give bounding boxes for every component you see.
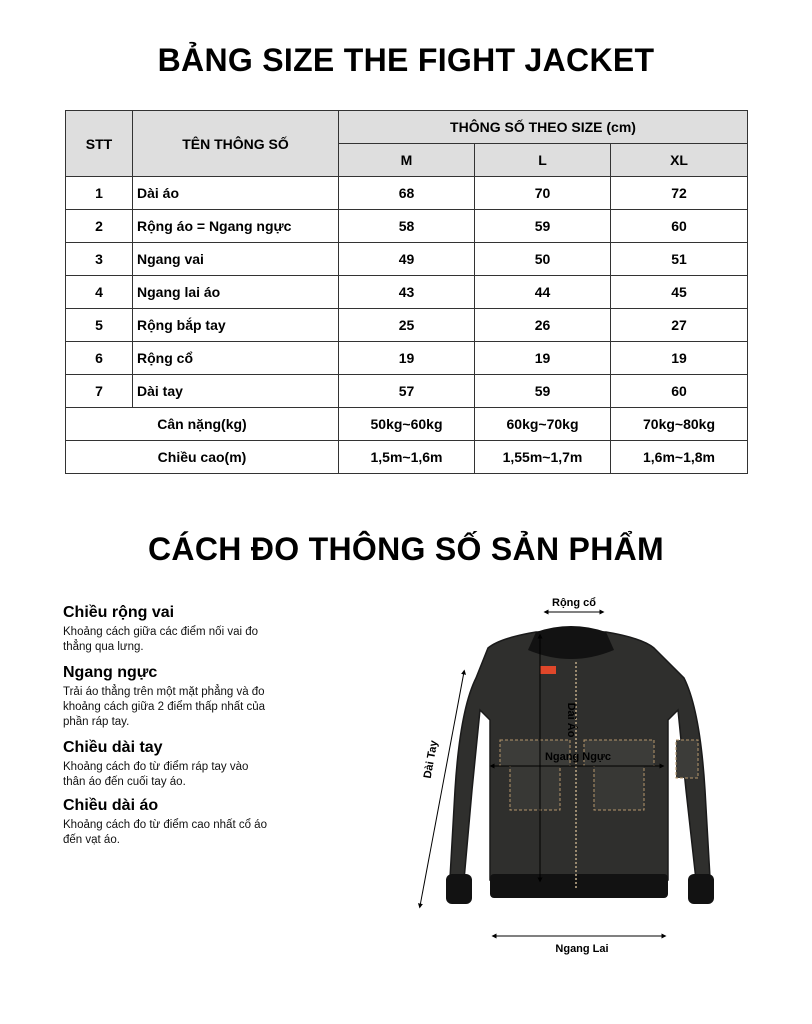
guide-shoulder <box>63 604 323 655</box>
row-name: Rộng áo = Ngang ngực <box>133 210 339 243</box>
row-value-m: 43 <box>339 276 475 309</box>
table-row <box>66 342 748 375</box>
weight-value-l: 60kg~70kg <box>475 408 611 441</box>
row-stt: 5 <box>66 309 133 342</box>
neck-measure-label: Rộng cổ <box>552 597 596 609</box>
height-value-m: 1,5m~1,6m <box>339 441 475 474</box>
weight-row <box>66 408 748 441</box>
row-value-xl: 60 <box>611 375 748 408</box>
table-row <box>66 210 748 243</box>
size-chart-title: BẢNG SIZE THE FIGHT JACKET <box>157 42 655 78</box>
table-row <box>66 276 748 309</box>
row-value-xl: 72 <box>611 177 748 210</box>
guide-text: Khoảng cách đo từ điểm ráp tay vào thân áo đến cuối tay áo. <box>63 761 249 788</box>
size-table <box>65 110 748 474</box>
chest-measure-label: Ngang Ngực <box>544 751 612 763</box>
row-value-m: 68 <box>339 177 475 210</box>
row-value-l: 59 <box>475 375 611 408</box>
height-value-xl: 1,6m~1,8m <box>611 441 748 474</box>
height-label: Chiều cao(m) <box>66 441 339 474</box>
guide-text: Trải áo thẳng trên một mặt phẳng và đo khoảng cách giữa 2 điểm thấp nhất của phần ráp tay. <box>63 686 266 728</box>
jacket-measurement-figure <box>400 590 730 970</box>
row-value-xl: 60 <box>611 210 748 243</box>
row-value-m: 57 <box>339 375 475 408</box>
guide-sleeve <box>63 739 323 790</box>
table-row <box>66 375 748 408</box>
table-row <box>66 243 748 276</box>
guide-chest <box>63 664 323 730</box>
weight-label: Cân nặng(kg) <box>66 408 339 441</box>
table-row <box>66 177 748 210</box>
guide-text: Khoảng cách giữa các điểm nối vai đo thẳng qua lưng. <box>63 626 259 653</box>
guide-heading: Chiều dài tay <box>63 739 163 756</box>
guide-length <box>63 797 323 848</box>
row-value-xl: 27 <box>611 309 748 342</box>
row-value-l: 59 <box>475 210 611 243</box>
height-row <box>66 441 748 474</box>
row-value-m: 19 <box>339 342 475 375</box>
row-value-xl: 19 <box>611 342 748 375</box>
measure-title: CÁCH ĐO THÔNG SỐ SẢN PHẨM <box>148 531 664 567</box>
row-name: Ngang vai <box>133 243 339 276</box>
jacket-illustration <box>446 626 714 904</box>
row-name: Ngang lai áo <box>133 276 339 309</box>
height-value-l: 1,55m~1,7m <box>475 441 611 474</box>
hem-measure-label: Ngang Lai <box>555 943 609 955</box>
header-size-group: THÔNG SỐ THEO SIZE (cm) <box>339 111 748 144</box>
row-value-xl: 51 <box>611 243 748 276</box>
row-name: Dài áo <box>133 177 339 210</box>
row-name: Rộng cổ <box>133 342 339 375</box>
row-stt: 3 <box>66 243 133 276</box>
header-stt: STT <box>66 111 133 177</box>
row-value-m: 25 <box>339 309 475 342</box>
header-size-l: L <box>475 144 611 177</box>
header-size-m: M <box>339 144 475 177</box>
guide-text: Khoảng cách đo từ điểm cao nhất cổ áo đến vạt áo. <box>63 819 267 846</box>
row-name: Dài tay <box>133 375 339 408</box>
sleeve-measure-label: Dài Tay <box>421 739 441 780</box>
table-row <box>66 309 748 342</box>
row-stt: 7 <box>66 375 133 408</box>
row-value-l: 19 <box>475 342 611 375</box>
weight-value-xl: 70kg~80kg <box>611 408 748 441</box>
row-value-l: 70 <box>475 177 611 210</box>
row-stt: 6 <box>66 342 133 375</box>
guide-heading: Chiều rộng vai <box>63 604 175 621</box>
guide-heading: Ngang ngực <box>63 664 158 681</box>
row-value-m: 49 <box>339 243 475 276</box>
row-value-l: 26 <box>475 309 611 342</box>
row-stt: 1 <box>66 177 133 210</box>
row-value-l: 44 <box>475 276 611 309</box>
header-size-xl: XL <box>611 144 748 177</box>
header-name: TÊN THÔNG SỐ <box>133 111 339 177</box>
row-stt: 2 <box>66 210 133 243</box>
body-length-measure-label: Dài Áo <box>565 702 577 738</box>
row-value-m: 58 <box>339 210 475 243</box>
row-stt: 4 <box>66 276 133 309</box>
weight-value-m: 50kg~60kg <box>339 408 475 441</box>
row-name: Rộng bắp tay <box>133 309 339 342</box>
guide-heading: Chiều dài áo <box>63 797 159 814</box>
row-value-xl: 45 <box>611 276 748 309</box>
row-value-l: 50 <box>475 243 611 276</box>
